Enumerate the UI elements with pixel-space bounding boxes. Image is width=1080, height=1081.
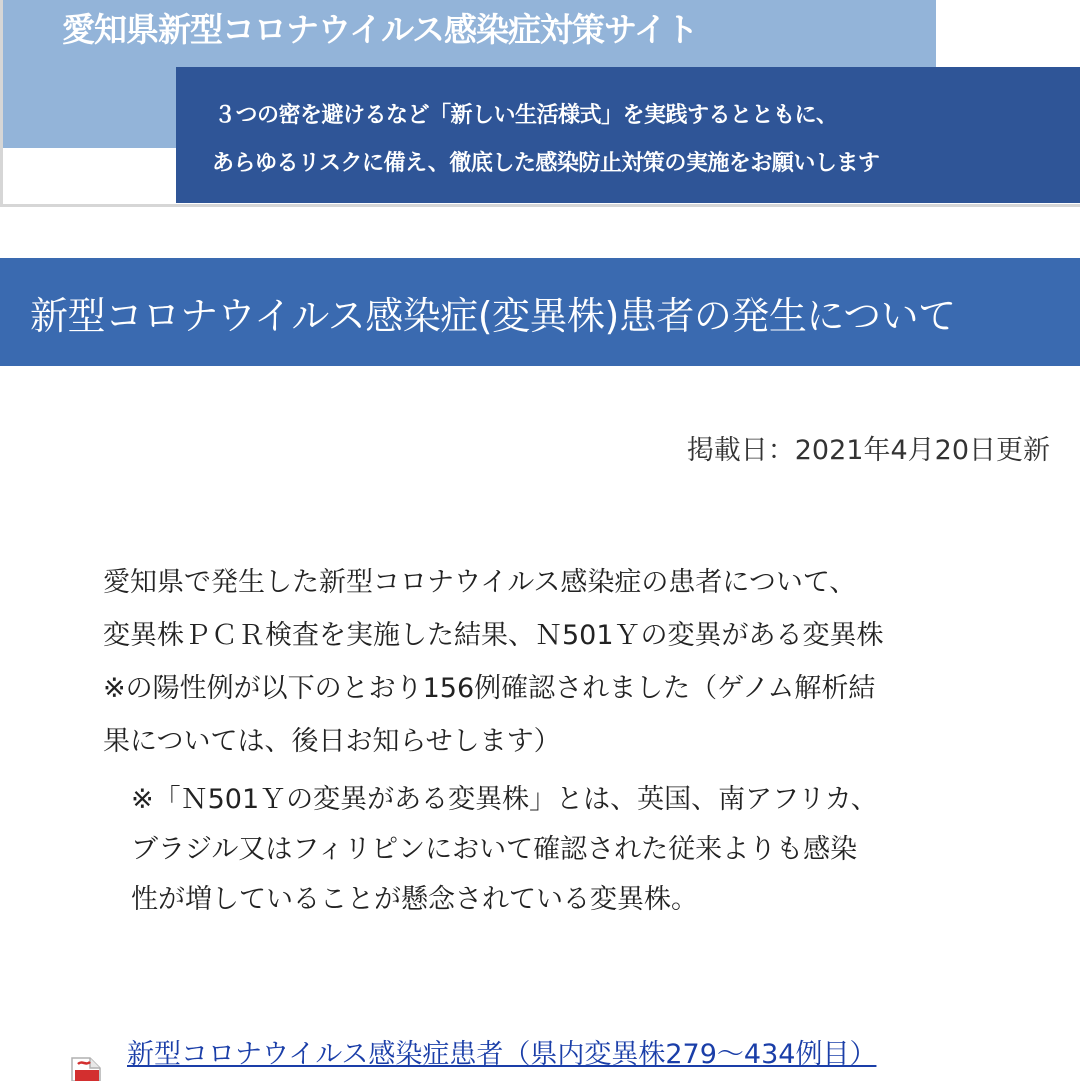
pdf-file-icon [70, 1052, 114, 1081]
banner-border-bottom [0, 204, 1080, 207]
note-line: 性が増していることが懸念されている変異株。 [131, 884, 698, 915]
paragraph-line: 愛知県で発生した新型コロナウイルス感染症の患者について、 [103, 567, 857, 598]
banner-message-panel [176, 67, 1080, 203]
paragraph-line: ※の陽性例が以下のとおり156例確認されました（ゲノム解析結 [103, 673, 876, 704]
banner-site-title: 愛知県新型コロナウイルス感染症対策サイト [62, 10, 698, 49]
attachment-pdf-link[interactable]: 新型コロナウイルス感染症患者（県内変異株279～434例目） [127, 1039, 877, 1070]
paragraph-line: 果については、後日お知らせします） [103, 726, 561, 757]
banner-border-left [0, 0, 3, 207]
announcement-paragraph [103, 556, 1003, 768]
banner-message-line-2: あらゆるリスクに備え、徹底した感染防止対策の実施をお願いします [212, 151, 880, 176]
variant-note [131, 775, 1031, 925]
note-line: ※「Ｎ501Ｙの変異がある変異株」とは、英国、南アフリカ、 [131, 784, 878, 815]
page-title: 新型コロナウイルス感染症(変異株)患者の発生について [30, 294, 956, 338]
site-banner[interactable] [0, 0, 1080, 207]
paragraph-line: 変異株ＰＣＲ検査を実施した結果、Ｎ501Ｙの変異がある変異株 [103, 620, 884, 651]
note-line: ブラジル又はフィリピンにおいて確認された従来よりも感染 [131, 834, 858, 865]
posted-date: 掲載日：2021年4月20日更新 [686, 435, 1050, 466]
banner-message-line-1: ３つの密を避けるなど「新しい生活様式」を実践するとともに、 [214, 103, 838, 128]
